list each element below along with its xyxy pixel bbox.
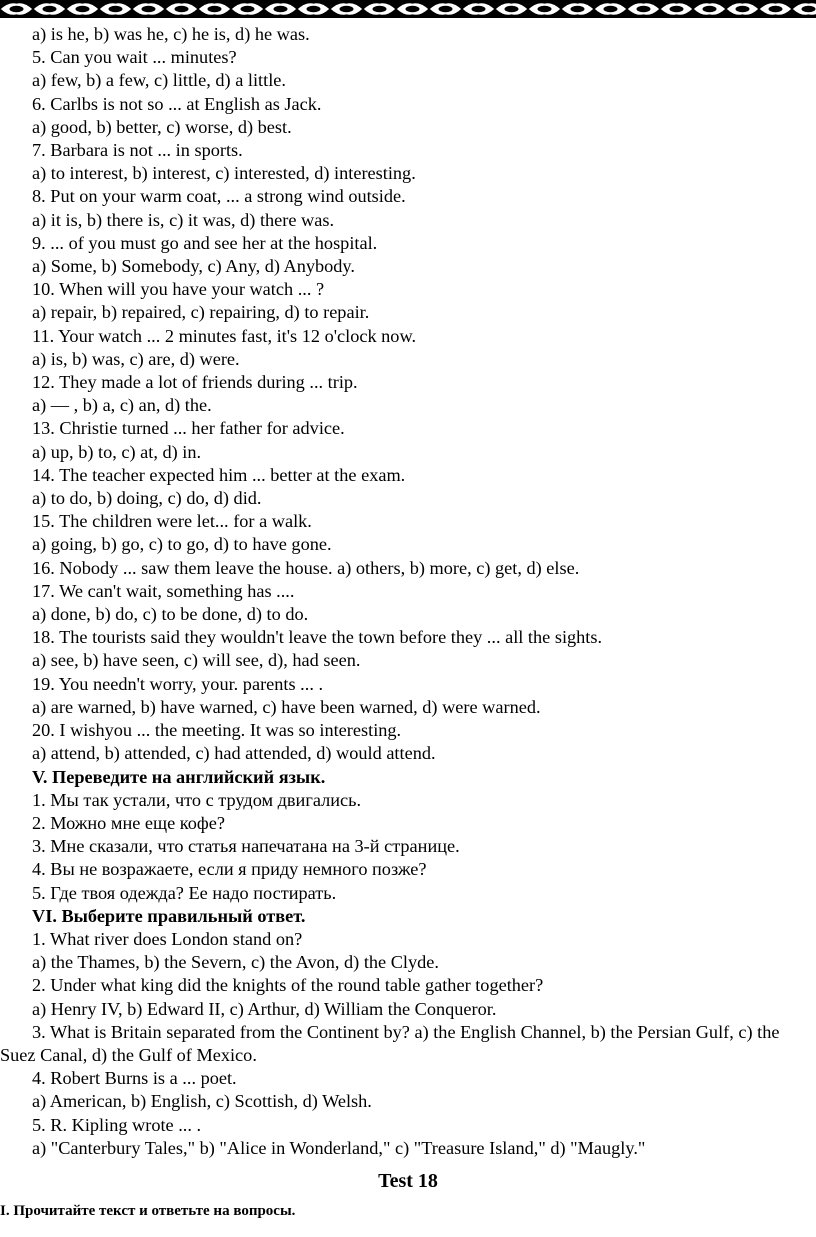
test-title: Test 18 xyxy=(378,1169,438,1192)
text-line: a) is, b) was, c) are, d) were. xyxy=(32,348,240,369)
section-vi-heading: VI. Выберите правильный ответ. xyxy=(32,905,306,926)
border-motif-center xyxy=(637,6,651,12)
text-line: 18. The tourists said they wouldn't leave the town before they ... all the sights. xyxy=(32,627,603,648)
text-line: 8. Put on your warm coat, ... a strong wind outside. xyxy=(32,186,406,207)
border-motif-center xyxy=(274,6,288,12)
border-motif-center xyxy=(241,6,255,12)
decorative-border xyxy=(0,0,816,18)
text-line: 4. Вы не возражаете, если я приду немного позже? xyxy=(32,859,427,880)
next-section-heading: I. Прочитайте текст и ответьте на вопросы. xyxy=(0,1202,296,1219)
text-line: 1. Мы так устали, что с трудом двигались. xyxy=(32,789,362,810)
text-line: 2. Можно мне еще кофе? xyxy=(32,812,225,833)
text-line: a) Some, b) Somebody, c) Any, d) Anybody. xyxy=(32,256,355,277)
document-body xyxy=(0,23,816,1223)
border-motif-center xyxy=(571,6,585,12)
border-motif-center xyxy=(175,6,189,12)
text-line: 6. Carlbs is not so ... at English as Jack. xyxy=(32,93,322,114)
text-line: 7. Barbara is not ... in sports. xyxy=(32,140,243,161)
border-motif-center xyxy=(340,6,354,12)
text-line: 2. Under what king did the knights of the round table gather together? xyxy=(32,975,544,996)
text-line: a) is he, b) was he, c) he is, d) he was. xyxy=(32,24,310,44)
text-line: a) attend, b) attended, c) had attended, d) would attend. xyxy=(32,743,436,764)
text-line: 12. They made a lot of friends during ... trip. xyxy=(32,372,358,393)
text-line: a) good, b) better, c) worse, d) best. xyxy=(32,116,292,137)
border-pattern xyxy=(0,0,816,18)
text-line: a) the Thames, b) the Severn, c) the Avon, d) the Clyde. xyxy=(32,952,439,973)
text-line: a) are warned, b) have warned, c) have been warned, d) were warned. xyxy=(32,696,541,717)
text-line: a) see, b) have seen, c) will see, d), had seen. xyxy=(32,650,361,671)
text-line: 5. R. Kipling wrote ... . xyxy=(32,1114,202,1135)
text-line: a) few, b) a few, c) little, d) a little. xyxy=(32,70,286,91)
border-motif-center xyxy=(736,6,750,12)
text-line: a) — , b) a, c) an, d) the. xyxy=(32,395,212,416)
border-motif-center xyxy=(109,6,123,12)
border-motif-center xyxy=(373,6,387,12)
border-motif-center xyxy=(142,6,156,12)
border-motif-center xyxy=(307,6,321,12)
border-motif-center xyxy=(769,6,783,12)
text-line: 1. What river does London stand on? xyxy=(32,928,303,949)
text-line: a) done, b) do, c) to be done, d) to do. xyxy=(32,604,309,625)
text-line: 4. Robert Burns is a ... poet. xyxy=(32,1068,237,1089)
text-line: 10. When will you have your watch ... ? xyxy=(32,279,325,300)
text-line: a) Henry IV, b) Edward II, c) Arthur, d) William the Conqueror. xyxy=(32,998,497,1019)
border-motif-center xyxy=(43,6,57,12)
text-line: 15. The children were let... for a walk. xyxy=(32,511,312,532)
text-line: a) up, b) to, c) at, d) in. xyxy=(32,441,202,462)
border-motif-center xyxy=(76,6,90,12)
text-line: 9. ... of you must go and see her at the hospital. xyxy=(32,232,378,253)
text-line: a) it is, b) there is, c) it was, d) there was. xyxy=(32,209,335,230)
text-line: 19. You needn't worry, your. parents ... . xyxy=(32,673,324,694)
text-line: 3. What is Britain separated from the Continent by? a) the English Channel, b) the Persian Gulf, c) the Suez Canal, d) the Gulf of Mexico. xyxy=(0,1021,780,1065)
text-line: 20. I wishyou ... the meeting. It was so interesting. xyxy=(32,720,402,741)
text-line: a) going, b) go, c) to go, d) to have gone. xyxy=(32,534,332,555)
text-line: 5. Где твоя одежда? Ее надо постирать. xyxy=(32,882,337,903)
text-line: 5. Can you wait ... minutes? xyxy=(32,47,237,68)
text-line: 16. Nobody ... saw them leave the house. a) others, b) more, c) get, d) else. xyxy=(32,557,580,578)
text-line: a) to interest, b) interest, c) interested, d) interesting. xyxy=(32,163,416,184)
border-motif-center xyxy=(208,6,222,12)
text-line: a) American, b) English, c) Scottish, d) Welsh. xyxy=(32,1091,372,1112)
border-motif-center xyxy=(604,6,618,12)
text-line: 17. We can't wait, something has .... xyxy=(32,580,295,601)
text-line: a) "Canterbury Tales," b) "Alice in Wonderland," c) "Treasure Island," d) "Maugly." xyxy=(32,1137,646,1158)
section-v-heading: V. Переведите на английский язык. xyxy=(32,766,326,787)
border-motif-center xyxy=(670,6,684,12)
border-motif-center xyxy=(802,6,816,12)
border-motif-center xyxy=(10,6,24,12)
text-line: 13. Christie turned ... her father for advice. xyxy=(32,418,345,439)
text-line: a) repair, b) repaired, c) repairing, d) to repair. xyxy=(32,302,370,323)
border-motif-center xyxy=(472,6,486,12)
border-motif-center xyxy=(439,6,453,12)
text-line: 3. Мне сказали, что статья напечатана на 3-й странице. xyxy=(32,836,460,857)
border-motif-center xyxy=(703,6,717,12)
border-motif-center xyxy=(538,6,552,12)
text-line: 14. The teacher expected him ... better at the exam. xyxy=(32,464,406,485)
text-line: a) to do, b) doing, c) do, d) did. xyxy=(32,488,262,509)
border-motif-center xyxy=(406,6,420,12)
text-line: 11. Your watch ... 2 minutes fast, it's 12 o'clock now. xyxy=(32,325,417,346)
border-motif-center xyxy=(505,6,519,12)
